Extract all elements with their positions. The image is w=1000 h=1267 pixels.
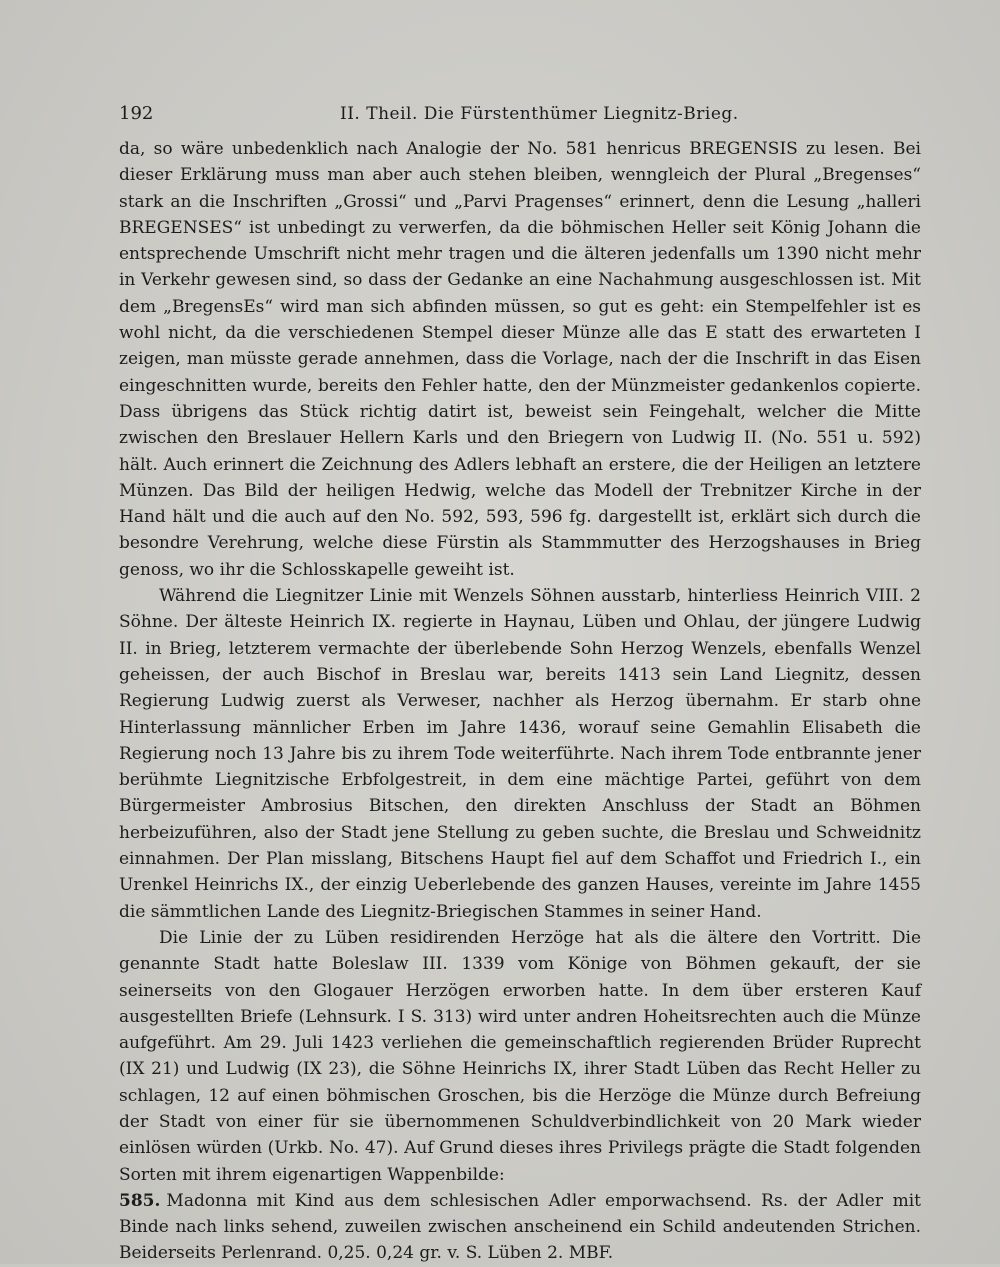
page-number: 192 — [119, 103, 154, 124]
paragraph-3: Die Linie der zu Lüben residirenden Herzöge hat als die ältere den Vortritt. Die genannte Stadt hatte Boleslaw III. 1339 vom Könige von Böhmen gekauft, der sie seinerseits von den Glogauer Herzögen erworben hatte. In dem über ersteren Kauf ausgestellten Briefe (Lehnsurk. I S. 313) wird unter andren Hoheitsrechten auch die Münze aufgeführt. Am 29. Juli 1423 verliehen die gemeinschaftlich regierenden Brüder Ruprecht (IX 21) und Ludwig (IX 23), die Söhne Heinrichs IX, ihrer Stadt Lüben das Recht Heller zu schlagen, 12 auf einen böhmischen Groschen, bis die Herzöge die Münze durch Befreiung der Stadt von einer für sie übernommenen Schuldverbindlichkeit von 20 Mark wieder einlösen würden (Urkb. No. 47). Auf Grund dieses ihres Privilegs prägte die Stadt folgenden Sorten mit ihrem eigenartigen Wappenbilde: — [119, 927, 921, 1185]
entry-number: 585. — [119, 1190, 161, 1211]
running-head — [119, 100, 919, 128]
paragraph-2: Während die Liegnitzer Linie mit Wenzels Söhnen ausstarb, hinterliess Heinrich VIII. 2 Söhne. Der älteste Heinrich IX. regierte in Haynau, Lüben und Ohlau, der jüngere Ludwig II. in Brieg, letzterem vermachte der überlebende Sohn Herzog Wenzels, ebenfalls Wenzel geheissen, der auch Bischof in Breslau war, bereits 1413 sein Land Liegnitz, dessen Regierung Ludwig zuerst als Verweser, nachher als Herzog übernahm. Er starb ohne Hinterlassung männlicher Erben im Jahre 1436, worauf seine Gemahlin Elisabeth die Regierung noch 13 Jahre bis zu ihrem Tode weiterführte. Nach ihrem Tode entbrannte jener berühmte Liegnitzische Erbfolgestreit, in dem eine mächtige Partei, geführt von dem Bürgermeister Ambrosius Bitschen, den direkten Anschluss der Stadt an Böhmen herbeizuführen, also der Stadt jene Stellung zu geben suchte, die Breslau und Schweidnitz einnahmen. Der Plan misslang, Bitschens Haupt fiel auf dem Schaffot und Friedrich I., ein Urenkel Heinrichs IX., der einzig Ueberlebende des ganzen Hauses, vereinte im Jahre 1455 die sämmtlichen Lande des Liegnitz-Briegischen Stammes in seiner Hand. — [119, 586, 921, 922]
catalog-entry — [119, 1188, 921, 1267]
paragraph-1: da, so wäre unbedenklich nach Analogie der No. 581 henricus BREGENSIS zu lesen. Bei dieser Erklärung muss man aber auch stehen bleiben, wenngleich der Plural „Bregenses“ stark an die Inschriften „Grossi“ und „Parvi Pragenses“ erinnert, denn die Lesung „halleri BREGENSES“ ist unbedingt zu verwerfen, da die böhmischen Heller seit König Johann die entsprechende Umschrift nicht mehr tragen und die älteren jedenfalls um 1390 nicht mehr in Verkehr gewesen sind, so dass der Gedanke an eine Nachahmung ausgeschlossen ist. Mit dem „BregensEs“ wird man sich abfinden müssen, so gut es geht: ein Stempelfehler ist es wohl nicht, da die verschiedenen Stempel dieser Münze alle das E statt des erwarteten I zeigen, man müsste gerade annehmen, dass die Vorlage, nach der die Inschrift in das Eisen eingeschnitten wurde, bereits den Fehler hatte, den der Münzmeister gedankenlos copierte. Dass übrigens das Stück richtig datirt ist, beweist sein Feingehalt, welcher die Mitte zwischen den Breslauer Hellern Karls und den Briegern von Ludwig II. (No. 551 u. 592) hält. Auch erinnert die Zeichnung des Adlers lebhaft an erstere, die der Heiligen an letztere Münzen. Das Bild der heiligen Hedwig, welche das Modell der Trebnitzer Kirche in der Hand hält und die auch auf den No. 592, 593, 596 fg. dargestellt ist, erklärt sich durch die besondre Verehrung, welche diese Fürstin als Stammmutter des Herzogshauses in Brieg genoss, wo ihr die Schlosskapelle geweiht ist. — [119, 139, 921, 580]
running-title: II. Theil. Die Fürstenthümer Liegnitz-Brieg. — [340, 104, 739, 124]
entry-text: Madonna mit Kind aus dem schlesischen Adler emporwachsend. Rs. der Adler mit Binde nach links sehend, zuweilen zwischen anscheinend ein Schild andeutenden Strichen. Beiderseits Perlenrand. 0,25. 0,24 gr. v. S. Lüben 2. MBF. — [119, 1190, 921, 1264]
body-text — [119, 136, 921, 1267]
